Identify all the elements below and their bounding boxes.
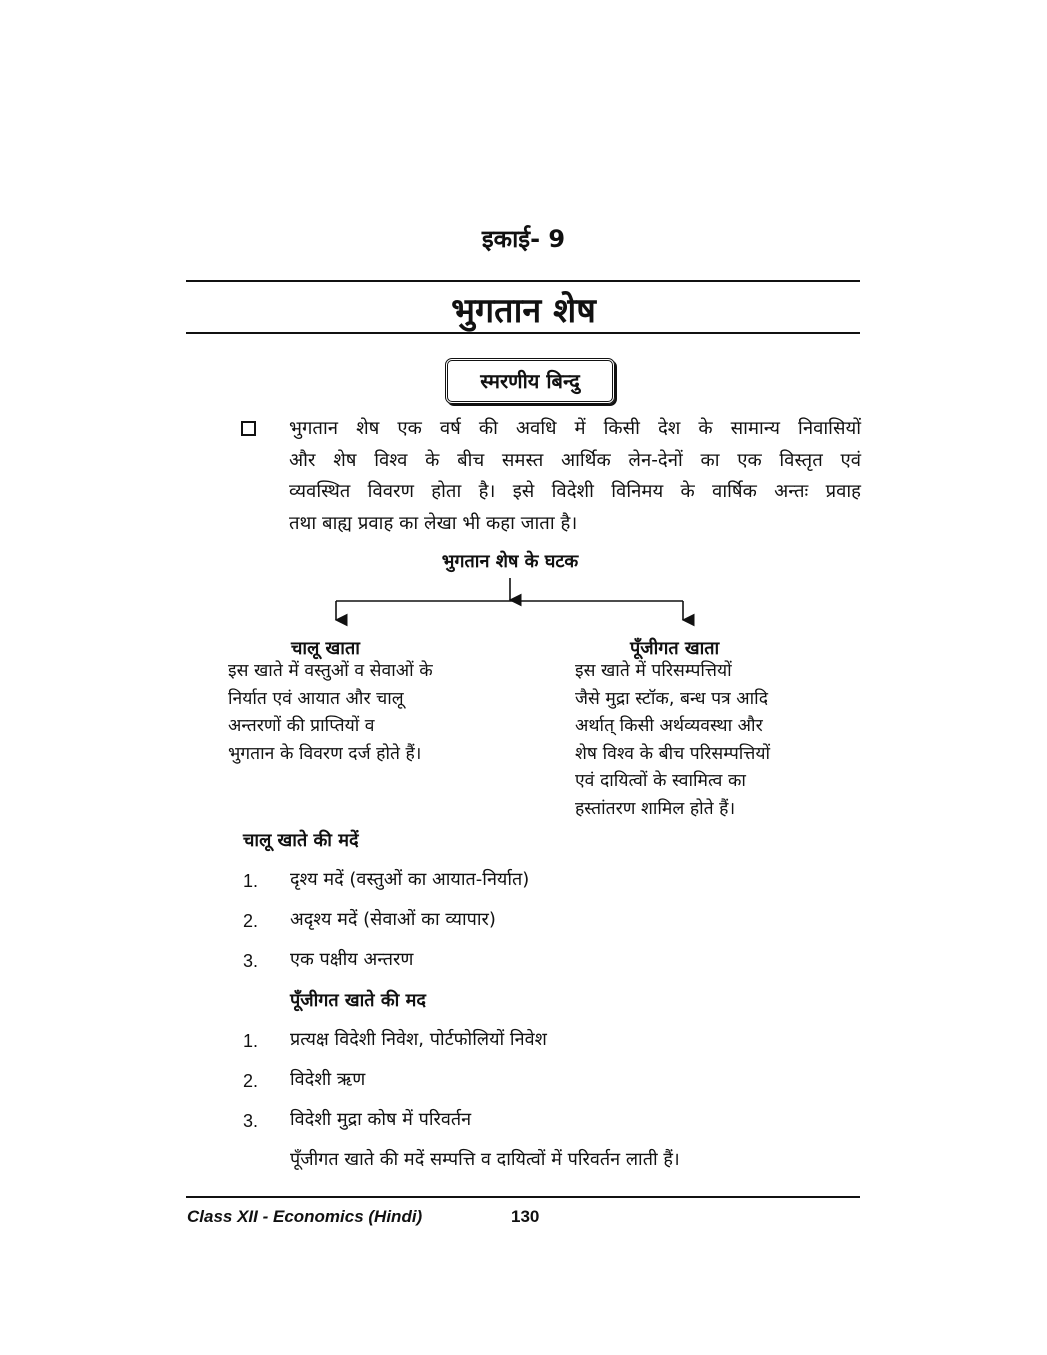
current-account-description [228,658,433,768]
page-title: भुगतान शेष [451,291,596,331]
list-item: एक पक्षीय अन्तरण [290,949,414,970]
list-number: 2. [243,1071,259,1091]
intro-line: और शेष विश्व के बीच समस्त आर्थिक लेन-देनों का एक विस्तृत एवं [289,449,861,471]
capital-desc-line: शेष विश्व के बीच परिसम्पत्तियों [575,743,771,764]
list-number: 1. [243,1031,259,1051]
capital-desc-line: हस्तांतरण शामिल होते हैं। [575,798,736,819]
list-number: 1. [243,871,259,891]
current-items-heading: चालू खाते की मदें [243,830,359,851]
list-item: अदृश्य मदें (सेवाओं का व्यापार) [290,909,496,930]
footer-rule [186,1196,860,1198]
list-item: दृश्य मदें (वस्तुओं का आयात-निर्यात) [290,869,530,890]
current-desc-line: अन्तरणों की प्राप्तियों व [228,716,375,736]
intro-line: भुगतान शेष एक वर्ष की अवधि में किसी देश के सामान्य निवासियों [289,418,861,439]
capital-desc-line: इस खाते में परिसम्पत्तियों [575,661,732,681]
intro-line: व्यवस्थित विवरण होता है। इसे विदेशी विनिमय के वार्षिक अन्तः प्रवाह [289,481,861,502]
capital-account-description [575,658,770,823]
components-heading: भुगतान शेष के घटक [441,551,579,572]
capital-account-title: पूँजीगत खाता [630,638,720,659]
current-desc-line: इस खाते में वस्तुओं व सेवाओं के [228,661,433,681]
capital-items-heading: पूँजीगत खाते की मद [290,990,426,1011]
footer-book-title: Class XII - Economics (Hindi) [187,1207,423,1226]
list-number: 3. [243,951,259,971]
current-desc-line: भुगतान के विवरण दर्ज होते हैं। [228,743,422,764]
list-item: प्रत्यक्ष विदेशी निवेश, पोर्टफोलियों निवेश [290,1029,547,1050]
intro-line: तथा बाह्य प्रवाह का लेखा भी कहा जाता है। [289,512,578,534]
list-item: विदेशी मुद्रा कोष में परिवर्तन [290,1109,472,1130]
list-item: विदेशी ऋण [290,1069,366,1090]
capital-desc-line: अर्थात् किसी अर्थव्यवस्था और [575,716,763,736]
capital-desc-line: एवं दायित्वों के स्वामित्व का [575,771,746,791]
current-desc-line: निर्यात एवं आयात और चालू [228,688,404,709]
unit-heading: इकाई- 9 [481,225,566,253]
page-number: 130 [511,1207,540,1226]
current-account-title: चालू खाता [291,638,360,659]
remember-points-box: स्मरणीय बिन्दु [445,358,615,404]
capital-desc-line: जैसे मुद्रा स्टॉक, बन्ध पत्र आदि [575,688,768,709]
capital-items-note: पूँजीगत खाते की मदें सम्पत्ति व दायित्वों में परिवर्तन लाती हैं। [290,1149,680,1170]
list-number: 2. [243,911,259,931]
list-number: 3. [243,1111,259,1131]
